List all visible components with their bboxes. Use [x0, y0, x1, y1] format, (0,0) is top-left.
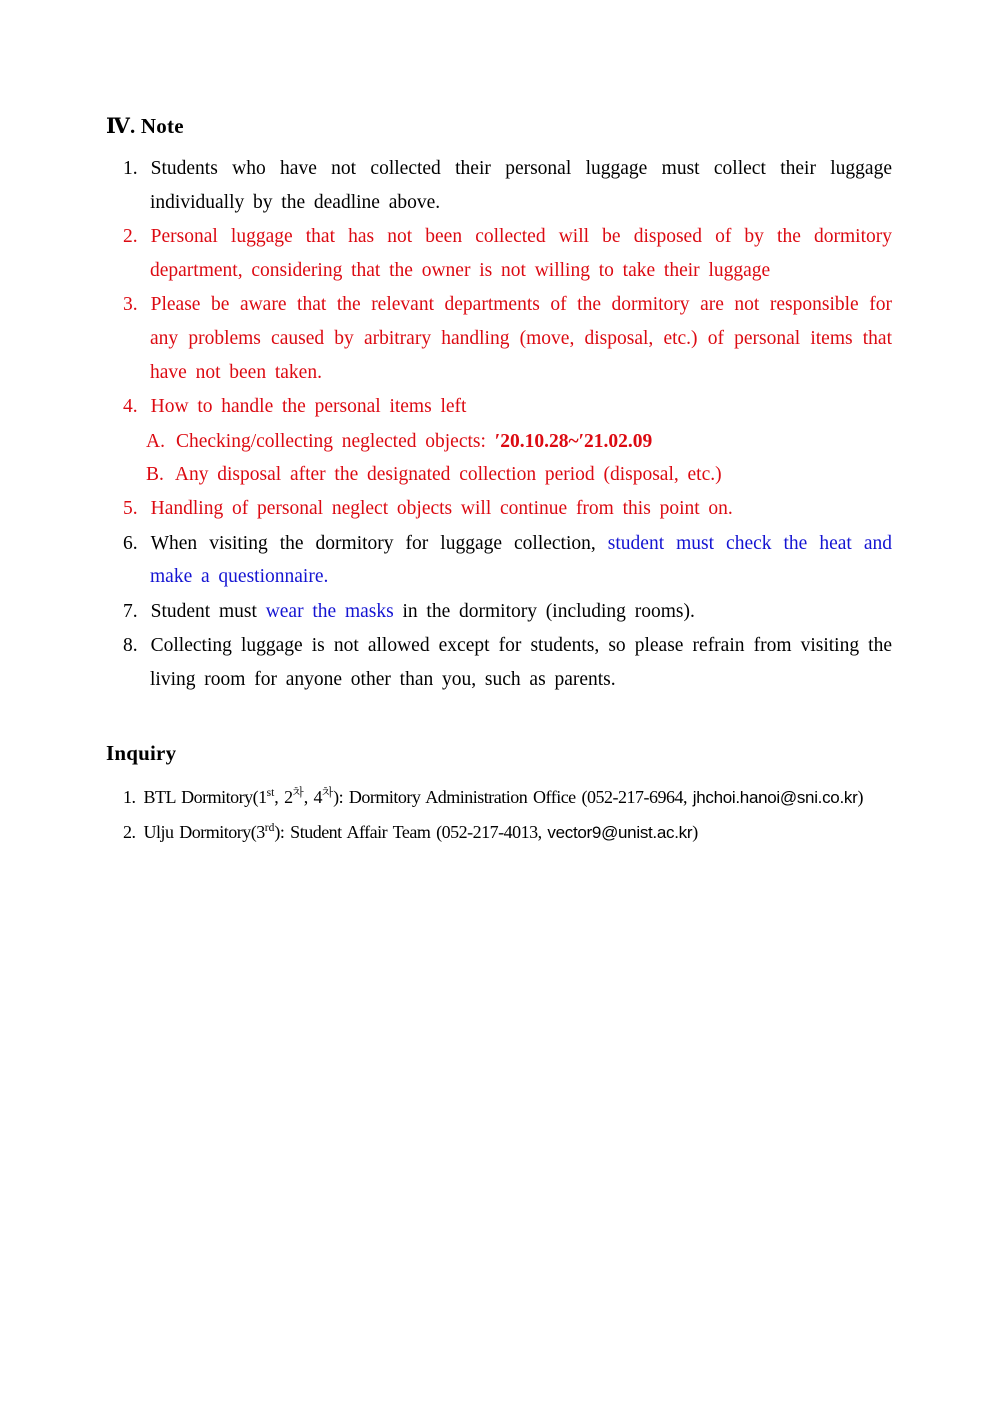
note-item-4-group — [106, 390, 892, 492]
email-text: jhchoi.hanoi@sni.co.kr — [692, 787, 858, 807]
item-number: 2. — [123, 821, 136, 842]
text-segment: How to handle the personal items left — [150, 396, 467, 418]
text-segment: When visiting the dormitory for luggage collection, — [150, 532, 608, 554]
text-segment: , 2 — [274, 786, 293, 807]
note-item-7 — [106, 595, 892, 629]
item-number: 5. — [123, 497, 138, 519]
ordinal-superscript: st — [266, 786, 275, 799]
text-segment: , 4 — [303, 786, 323, 807]
note-item-3 — [106, 288, 892, 389]
text-segment-highlight: student must check the heat and make a questionnaire. — [150, 532, 892, 588]
ordinal-superscript: 차 — [322, 786, 334, 799]
text-segment: Collecting luggage is not allowed except for students, so please refrain from visiting the living room for anyone other than you, such as parents. — [150, 635, 892, 690]
item-number: 3. — [123, 294, 138, 316]
item-number: 1. — [123, 158, 138, 179]
inquiry-list — [106, 780, 892, 850]
text-segment: Ulju Dormitory(3 — [143, 821, 265, 842]
note-item-8 — [106, 629, 892, 696]
text-segment: Students who have not collected their personal luggage must collect their luggage individually by the deadline above. — [150, 158, 892, 213]
text-segment: Personal luggage that has not been collected will be disposed of by the dormitory department, considering that the owner is not willing to take their luggage — [150, 226, 892, 281]
ordinal-superscript: rd — [264, 821, 275, 834]
item-number: 6. — [123, 532, 138, 554]
email-text: vector9@unist.ac.kr — [547, 822, 693, 842]
note-list — [106, 152, 892, 697]
text-segment: Student must — [150, 600, 266, 622]
note-item-1 — [106, 152, 892, 219]
text-segment-highlight: wear the masks — [265, 600, 394, 622]
item-number: 1. — [123, 786, 136, 807]
item-number: 7. — [123, 600, 138, 622]
note-subitem-a — [106, 425, 892, 459]
text-segment: ): Dormitory Administration Office (052-217-6964, — [333, 786, 693, 807]
text-segment: ): Student Affair Team (052-217-4013, — [274, 821, 548, 842]
note-section-heading: Ⅳ. Note — [106, 114, 184, 138]
text-segment: Handling of personal neglect objects will continue from this point on. — [150, 497, 733, 519]
text-segment: ) — [692, 821, 698, 842]
text-segment: Any disposal after the designated collection period (disposal, etc.) — [174, 464, 722, 486]
text-segment: in the dormitory (including rooms). — [393, 600, 695, 622]
item-number: 8. — [123, 635, 138, 657]
note-item-2 — [106, 220, 892, 287]
text-segment: Please be aware that the relevant departments of the dormitory are not responsible for any problems caused by arbitrary handling (move, disposal, etc.) of personal items that have not been taken. — [150, 294, 892, 383]
item-number: 2. — [123, 226, 138, 248]
note-item-5 — [106, 492, 892, 526]
subitem-label: A. — [146, 430, 165, 452]
text-segment: ) — [857, 786, 863, 807]
text-segment: BTL Dormitory(1 — [143, 786, 267, 807]
inquiry-section-heading: Inquiry — [106, 740, 177, 765]
note-item-6 — [106, 527, 892, 594]
inquiry-item-2 — [106, 815, 892, 850]
inquiry-item-1 — [106, 780, 892, 815]
ordinal-superscript: 차 — [292, 786, 304, 799]
text-segment: Checking/collecting neglected objects: — [175, 430, 495, 452]
date-range-text: ′20.10.28~′21.02.09 — [494, 430, 653, 452]
note-item-4 — [106, 390, 892, 424]
item-number: 4. — [123, 396, 138, 418]
document-content — [106, 112, 892, 850]
subitem-label: B. — [146, 464, 164, 486]
note-subitem-b — [106, 458, 892, 492]
